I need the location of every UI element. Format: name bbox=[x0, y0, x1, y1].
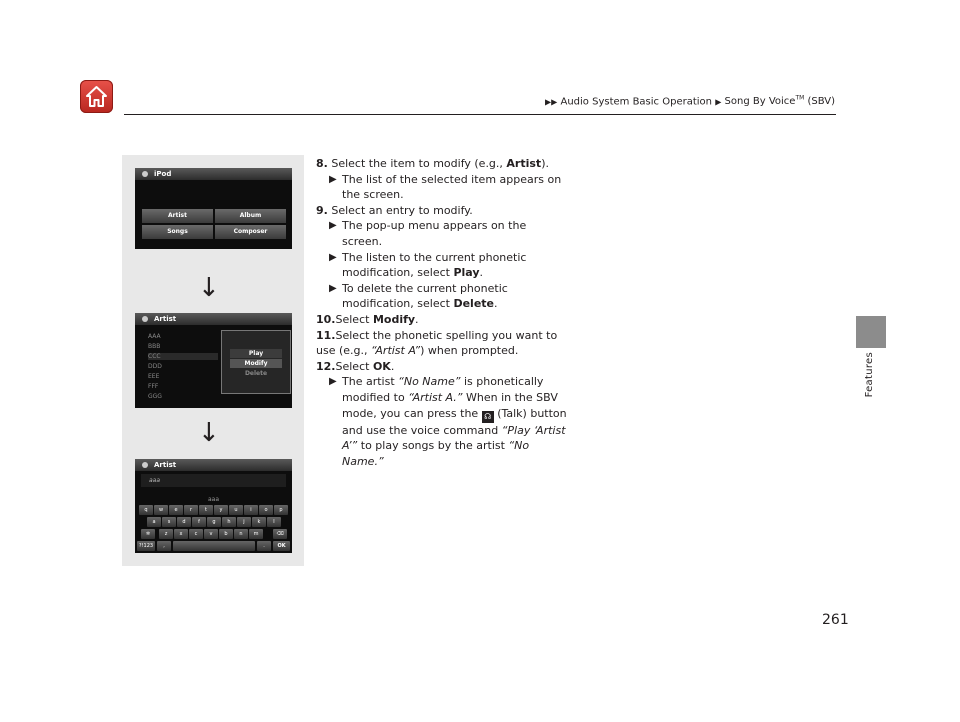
screen-title-bar: iPod bbox=[135, 168, 292, 180]
key-y[interactable]: y bbox=[214, 505, 228, 515]
popup-modify[interactable]: Modify bbox=[230, 359, 282, 368]
key-w[interactable]: w bbox=[154, 505, 168, 515]
step-9-result: ▶ The pop-up menu appears on the screen. bbox=[329, 219, 527, 248]
step-9-play-note: ▶ The listen to the current phonetic modification, select Play. bbox=[329, 250, 527, 280]
ok-key[interactable]: OK bbox=[273, 541, 290, 551]
breadcrumb-item-audio[interactable]: Audio System Basic Operation bbox=[560, 96, 712, 108]
home-button[interactable] bbox=[80, 80, 113, 113]
popup-delete[interactable]: Delete bbox=[244, 370, 268, 377]
key-q[interactable]: q bbox=[139, 505, 153, 515]
key-m[interactable]: m bbox=[249, 529, 263, 539]
list-item-selected[interactable]: CCC bbox=[148, 353, 218, 360]
result-arrow-icon: ▶ bbox=[329, 376, 337, 388]
key-x[interactable]: x bbox=[174, 529, 188, 539]
popup-play[interactable]: Play bbox=[230, 349, 282, 358]
key-p[interactable]: p bbox=[274, 505, 288, 515]
comma-key[interactable]: , bbox=[157, 541, 171, 551]
step-9-delete-note: ▶ To delete the current phonetic modification, select Delete. bbox=[329, 281, 508, 311]
result-arrow-icon: ▶ bbox=[329, 282, 337, 294]
entry-field[interactable]: aaa bbox=[141, 474, 286, 487]
screen-title-bar: Artist bbox=[135, 459, 292, 471]
double-arrow-icon: ▶▶ bbox=[545, 97, 558, 107]
breadcrumb-item-sbv[interactable]: Song By Voice™ (SBV) bbox=[724, 95, 836, 108]
key-h[interactable]: h bbox=[222, 517, 236, 527]
down-arrow-icon: ↓ bbox=[198, 273, 220, 303]
key-o[interactable]: o bbox=[259, 505, 273, 515]
key-f[interactable]: f bbox=[192, 517, 206, 527]
down-arrow-icon: ↓ bbox=[198, 418, 220, 448]
side-tab-label: Features bbox=[864, 352, 875, 398]
figure-panel bbox=[122, 155, 304, 566]
key-v[interactable]: v bbox=[204, 529, 218, 539]
key-u[interactable]: u bbox=[229, 505, 243, 515]
mode-key[interactable]: ?!123 bbox=[138, 543, 154, 549]
key-c[interactable]: c bbox=[189, 529, 203, 539]
period-key[interactable]: . bbox=[257, 541, 271, 551]
step-8: 8. Select the item to modify (e.g., Artist). bbox=[316, 157, 549, 170]
key-i[interactable]: i bbox=[244, 505, 258, 515]
screen-ipod-menu bbox=[135, 168, 292, 249]
source-icon bbox=[142, 171, 148, 177]
step-11: 11.Select the phonetic spelling you want to use (e.g., “Artist A”) when prompted. bbox=[316, 328, 558, 358]
result-arrow-icon: ▶ bbox=[329, 251, 337, 263]
key-k[interactable]: k bbox=[252, 517, 266, 527]
result-arrow-icon: ▶ bbox=[329, 220, 337, 232]
side-tab[interactable] bbox=[856, 316, 886, 348]
key-d[interactable]: d bbox=[177, 517, 191, 527]
key-s[interactable]: s bbox=[162, 517, 176, 527]
header-rule bbox=[124, 114, 836, 115]
result-arrow-icon: ▶ bbox=[329, 173, 337, 185]
backspace-key[interactable] bbox=[273, 529, 287, 539]
entry-preview: aaa bbox=[208, 496, 220, 503]
gear-icon: ✲ bbox=[145, 531, 151, 537]
key-l[interactable]: l bbox=[267, 517, 281, 527]
step-9: 9. Select an entry to modify. bbox=[316, 203, 473, 217]
list-item[interactable]: AAA bbox=[148, 333, 161, 340]
step-10: 10.Select Modify. bbox=[316, 312, 419, 326]
key-j[interactable]: j bbox=[237, 517, 251, 527]
talk-icon: ☊ bbox=[482, 411, 494, 423]
screen-artist-list bbox=[135, 313, 292, 408]
page-number: 261 bbox=[822, 612, 849, 628]
screen-keyboard bbox=[135, 459, 292, 553]
step-12-result: ▶ The artist “No Name” is phonetically modified to “Artist A.” When in the SBV mode, you can press the ☊ (Talk) button and use the voice command “Play ‘Artist A’” to play songs by the artist “No Name.” bbox=[329, 375, 567, 468]
backspace-icon: ⌫ bbox=[276, 531, 284, 537]
key-a[interactable]: a bbox=[147, 517, 161, 527]
instructions bbox=[316, 156, 568, 469]
popup-menu bbox=[221, 330, 291, 394]
source-icon bbox=[142, 462, 148, 468]
list-item[interactable]: FFF bbox=[148, 383, 159, 390]
list-item[interactable]: EEE bbox=[148, 373, 160, 380]
key-e[interactable]: e bbox=[169, 505, 183, 515]
key-r[interactable]: r bbox=[184, 505, 198, 515]
list-item[interactable]: GGG bbox=[148, 393, 162, 400]
list-item[interactable]: DDD bbox=[148, 363, 162, 370]
settings-key[interactable] bbox=[141, 529, 155, 539]
artist-button[interactable]: Artist bbox=[142, 209, 213, 223]
key-b[interactable]: b bbox=[219, 529, 233, 539]
key-z[interactable]: z bbox=[159, 529, 173, 539]
key-n[interactable]: n bbox=[234, 529, 248, 539]
songs-button[interactable]: Songs bbox=[142, 225, 213, 239]
key-g[interactable]: g bbox=[207, 517, 221, 527]
step-12: 12.Select OK. bbox=[316, 359, 395, 373]
space-key[interactable] bbox=[173, 541, 255, 551]
source-icon bbox=[142, 316, 148, 322]
arrow-icon: ▶ bbox=[715, 97, 722, 107]
album-button[interactable]: Album bbox=[215, 209, 286, 223]
breadcrumb bbox=[545, 95, 835, 107]
composer-button[interactable]: Composer bbox=[215, 225, 286, 239]
list-item[interactable]: BBB bbox=[148, 343, 161, 350]
key-t[interactable]: t bbox=[199, 505, 213, 515]
step-8-result: ▶ The list of the selected item appears on the screen. bbox=[329, 172, 562, 202]
home-icon bbox=[85, 85, 108, 108]
screen-title-bar: Artist bbox=[135, 313, 292, 325]
